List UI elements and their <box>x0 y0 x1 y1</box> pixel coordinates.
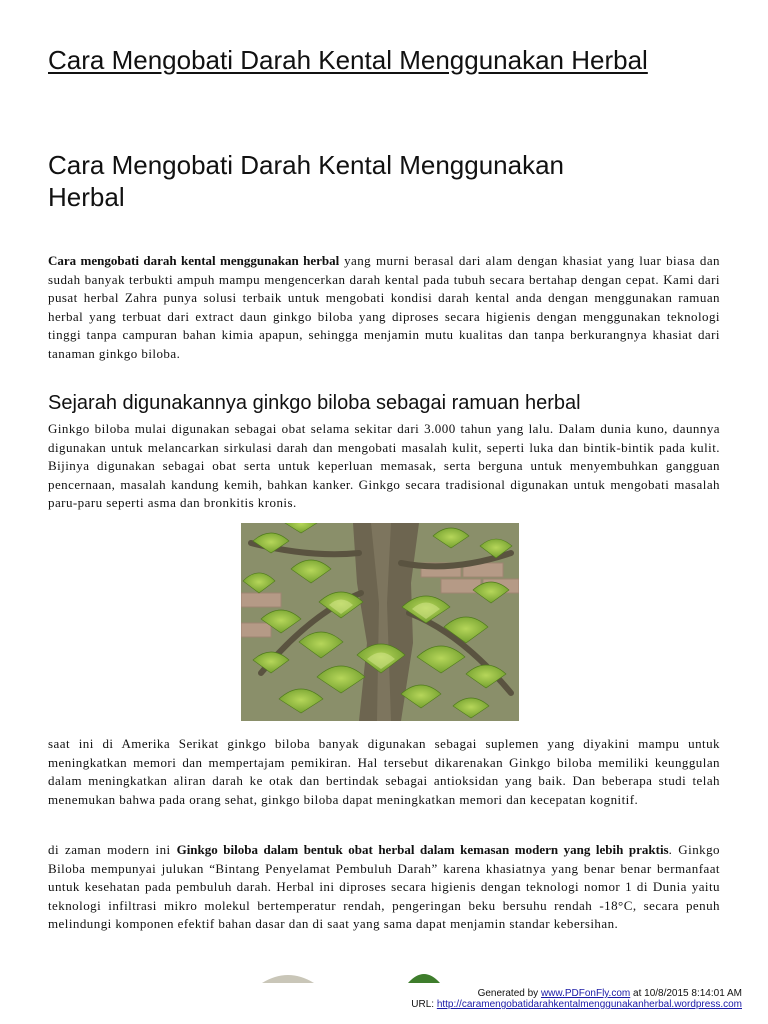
url-prefix: URL: <box>411 999 437 1010</box>
modern-usage-paragraph: saat ini di Amerika Serikat ginkgo biloba banyak digunakan sebagai suplemen yang diyakini mampu untuk meningkatkan memori dan mempertajam pemikiran. Hal tersebut dikarenakan Ginkgo biloba memiliki keunggulan dalam meningkatkan aliran darah ke otak dan bertindak sebagai antioksidan yang baik. Dan beberapa studi telah menemukan bahwa pada orang sehat, ginkgo biloba dapat meningkatkan memori dan kecepatan kognitif. <box>48 736 720 807</box>
product-bold: Ginkgo biloba dalam bentuk obat herbal dalam kemasan modern yang lebih praktis <box>176 842 669 857</box>
cropped-image-top-left <box>262 970 314 980</box>
source-url-link[interactable]: http://caramengobatidarahkentalmenggunakanherbal.wordpress.com <box>436 999 742 1010</box>
pdfonfly-link[interactable]: www.PDFonFly.com <box>540 988 631 999</box>
section-heading: Sejarah digunakannya ginkgo biloba sebagai ramuan herbal <box>48 392 581 414</box>
generated-prefix: Generated by <box>477 988 541 999</box>
history-paragraph: Ginkgo biloba mulai digunakan sebagai obat selama sekitar dari 3.000 tahun yang lalu. Dalam dunia kuno, daunnya digunakan untuk melancarkan sirkulasi darah dan mengobati masalah kulit, seperti luka dan bintik-bintik pada kulit. Bijinya digunakan sebagai obat serta untuk keperluan memasak, serta berguna untuk menyembuhkan gangguan pencernaan, masalah kandung kemih, bahkan kanker. Ginkgo secara tradisional digunakan untuk mengobati masalah paru-paru seperti asma dan bronkitis kronis. <box>48 421 720 511</box>
product-lead: di zaman modern ini <box>48 842 177 857</box>
intro-bold-lead: Cara mengobati darah kental menggunakan herbal <box>48 253 340 268</box>
post-title: Cara Mengobati Darah Kental Menggunakan Herbal <box>48 150 565 212</box>
cropped-image-top-right <box>408 970 440 980</box>
product-text: . Ginkgo Biloba mempunyai julukan “Bintang Penyelamat Pembuluh Darah” karena khasiatnya yang benar benar bermanfaat untuk kesehatan pada pembuluh darah. Herbal ini diproses secara higienis dengan teknologi nomor 1 di Dunia yaitu teknologi infiltrasi mikro molekul bertemperatur rendah, pengeringan beku bersuhu rendah -18°C, secara penuh melindungi komponen efektif bahan dasar dan di saat yang sama dapat menjamin standar kebersihan. <box>48 842 721 932</box>
source-url-line <box>411 999 742 1010</box>
intro-text: yang murni berasal dari alam dengan khasiat yang luar biasa dan sudah banyak terbukti ampuh mampu mengencerkan darah kental pada tubuh secara bertahap dengan cepat. Kami dari pusat herbal Zahra punya solusi terbaik untuk mengobati kondisi darah kental anda dengan menggunakan ramuan herbal yang terbuat dari extract daun ginkgo biloba yang diproses secara higienis dengan menggunakan teknologi tinggi tanpa campuran bahan kimia apapun, sehingga menjamin mutu kualitas dan tanpa berkurangnya khasiat dari tanaman ginkgo biloba. <box>48 253 720 361</box>
ginkgo-tree-photo <box>241 523 519 721</box>
intro-paragraph <box>48 252 720 364</box>
pdf-footer <box>411 988 742 1010</box>
page-title[interactable]: Cara Mengobati Darah Kental Menggunakan Herbal <box>48 45 648 75</box>
generated-by-line <box>411 988 742 999</box>
product-paragraph <box>48 841 720 934</box>
generated-suffix: at 10/8/2015 8:14:01 AM <box>630 988 742 999</box>
